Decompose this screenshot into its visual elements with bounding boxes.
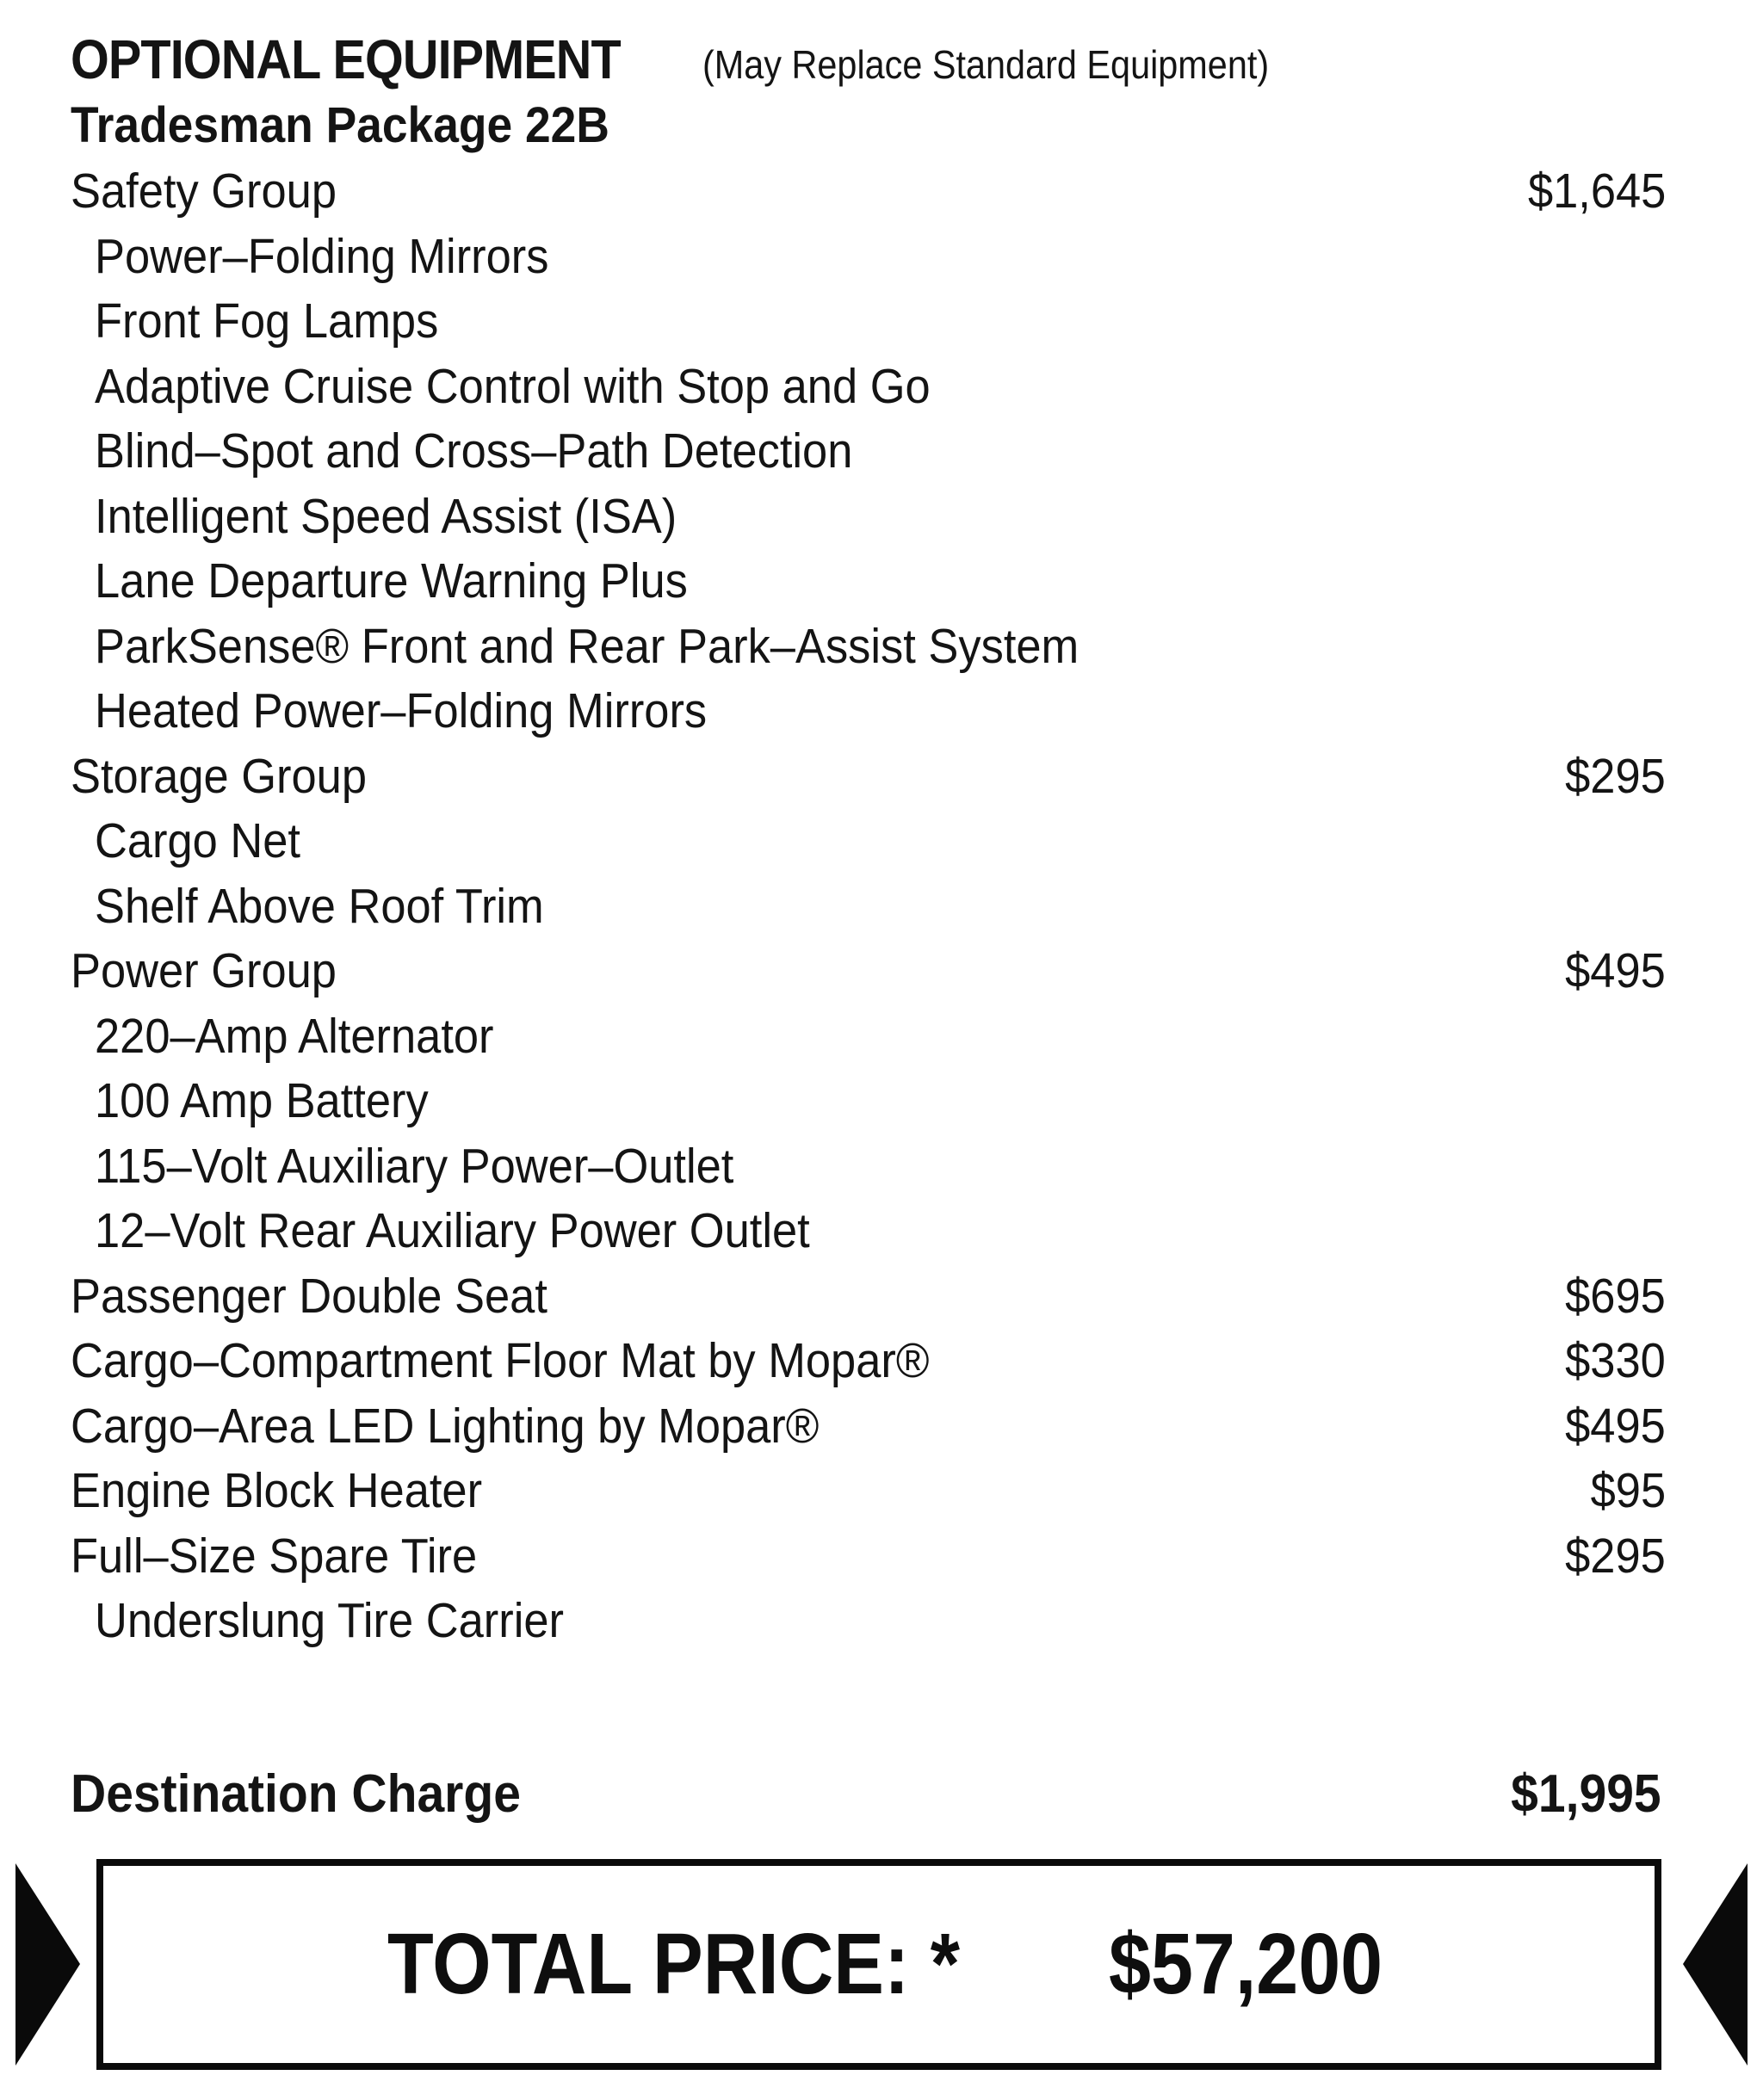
destination-charge-row [0,1760,1763,1829]
equipment-item-label: Underslung Tire Carrier [95,1593,564,1648]
equipment-sub-item [0,1199,1763,1264]
equipment-item-label: 100 Amp Battery [95,1073,429,1128]
equipment-item-price: $1,645 [1527,164,1666,219]
equipment-item [0,939,1763,1004]
equipment-item-label: Cargo–Compartment Floor Mat by Mopar® [71,1333,930,1388]
equipment-sub-item [0,1134,1763,1200]
equipment-item-label: Storage Group [71,748,367,804]
equipment-item-label: Power Group [71,943,337,998]
equipment-item [0,1264,1763,1330]
equipment-item [0,1329,1763,1394]
section-note: (May Replace Standard Equipment) [702,42,1270,87]
equipment-sub-item [0,679,1763,744]
pointer-right-icon [15,1863,80,2066]
equipment-sub-item [0,225,1763,290]
equipment-sub-item [0,615,1763,680]
destination-charge-label: Destination Charge [71,1764,521,1824]
total-price-label: TOTAL PRICE: * [387,1916,960,2012]
equipment-item [0,1524,1763,1590]
equipment-item-label: 220–Amp Alternator [95,1008,494,1064]
destination-charge-price: $1,995 [1511,1764,1661,1824]
equipment-item-label: Safety Group [71,164,337,219]
equipment-item-label: Blind–Spot and Cross–Path Detection [95,423,853,479]
equipment-sub-item [0,1004,1763,1070]
equipment-item-label: Passenger Double Seat [71,1268,547,1324]
equipment-item-label: Adaptive Cruise Control with Stop and Go [95,358,931,414]
equipment-item [0,1459,1763,1524]
section-header [71,28,1332,91]
equipment-item-label: Engine Block Heater [71,1463,483,1518]
equipment-item [0,159,1763,225]
equipment-sub-item [0,549,1763,615]
equipment-item-label: Heated Power–Folding Mirrors [95,683,708,738]
package-name: Tradesman Package 22B [71,97,609,153]
equipment-item-price: $495 [1565,943,1666,998]
equipment-item-label: Power–Folding Mirrors [95,228,549,284]
equipment-sub-item [0,1589,1763,1654]
equipment-item-price: $495 [1565,1398,1666,1454]
equipment-item-label: Intelligent Speed Assist (ISA) [95,488,677,544]
equipment-item-label: Cargo–Area LED Lighting by Mopar® [71,1398,820,1454]
equipment-sub-item [0,289,1763,355]
equipment-item-label: 12–Volt Rear Auxiliary Power Outlet [95,1203,810,1258]
equipment-item-price: $695 [1565,1268,1666,1324]
equipment-item-label: Shelf Above Roof Trim [95,878,544,934]
equipment-item-label: Cargo Net [95,813,301,868]
equipment-item-price: $295 [1565,748,1666,804]
section-title: OPTIONAL EQUIPMENT [71,28,621,90]
pointer-left-icon [1683,1863,1748,2066]
equipment-item-label: ParkSense® Front and Rear Park–Assist System [95,618,1079,674]
equipment-sub-item [0,1069,1763,1134]
equipment-item-label: 115–Volt Auxiliary Power–Outlet [95,1138,734,1194]
equipment-item [0,744,1763,810]
total-price-value: $57,200 [1109,1916,1383,2012]
equipment-list [0,159,1763,1654]
equipment-sub-item [0,485,1763,550]
equipment-item-label: Lane Departure Warning Plus [95,553,688,608]
equipment-item-price: $95 [1590,1463,1666,1518]
equipment-item-label: Full–Size Spare Tire [71,1528,478,1584]
equipment-item-price: $295 [1565,1528,1666,1584]
equipment-sub-item [0,419,1763,485]
equipment-sub-item [0,809,1763,874]
equipment-item-label: Front Fog Lamps [95,293,439,349]
equipment-sub-item [0,874,1763,940]
total-price-box [96,1859,1661,2070]
equipment-item-price: $330 [1565,1333,1666,1388]
equipment-sub-item [0,355,1763,420]
equipment-item [0,1394,1763,1460]
